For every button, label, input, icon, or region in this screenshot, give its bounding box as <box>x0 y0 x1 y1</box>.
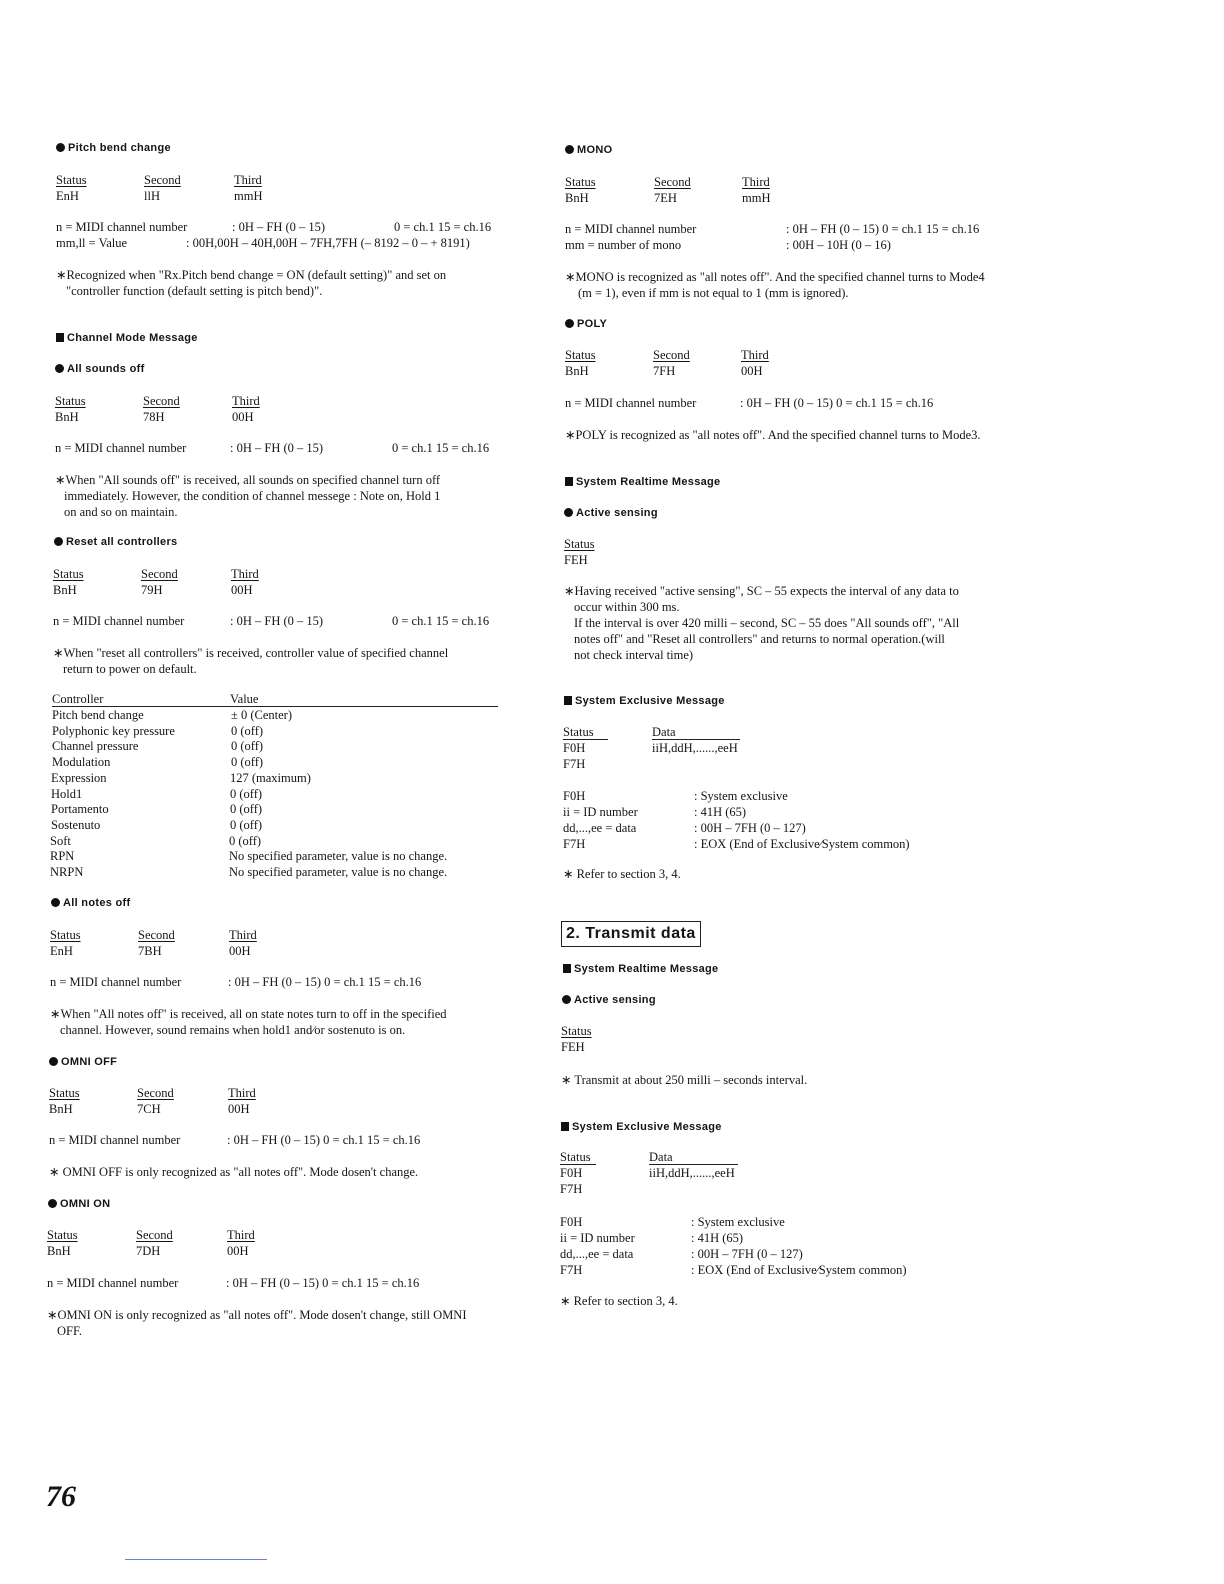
bullet-icon <box>562 995 571 1004</box>
col-status: Status <box>55 394 86 408</box>
col-third: Third <box>229 928 257 942</box>
col-third: Third <box>742 175 770 189</box>
bullet-icon <box>54 537 63 546</box>
square-bullet-icon <box>56 333 64 342</box>
omni-off-line-label: n = MIDI channel number <box>49 1133 181 1147</box>
bullet-icon <box>565 319 574 328</box>
mono-line2-range: : 00H – 10H (0 – 16) <box>786 238 891 252</box>
val-second: 7BH <box>138 944 162 958</box>
tx-status-value: FEH <box>561 1040 585 1054</box>
ano-note: ∗When "All notes off" is received, all on state notes turn to off in the specified <box>50 1007 447 1021</box>
all-sounds-off-heading: All sounds off <box>55 361 145 377</box>
val-status: EnH <box>56 189 79 203</box>
controller-value: 0 (off) <box>230 802 263 817</box>
controller-value: 0 (off) <box>230 817 263 832</box>
val-status: BnH <box>49 1102 73 1116</box>
col-status: Status <box>49 1086 80 1100</box>
col-third: Third <box>228 1086 256 1100</box>
omni-on-note: OFF. <box>57 1324 83 1338</box>
aso-note: immediately. However, the condition of channel messege : Note on, Hold 1 <box>64 489 441 503</box>
sysex-def-desc: : EOX (End of Exclusive∕System common) <box>694 837 910 851</box>
col-status: Status <box>565 348 596 362</box>
controller-name: Modulation <box>52 755 111 770</box>
tx-status-label: Status <box>561 1024 592 1038</box>
pb-note: ∗Recognized when "Rx.Pitch bend change = ON (default setting)" and set on <box>56 268 447 282</box>
controller-name: Sostenuto <box>51 817 101 832</box>
pb-line2-label: mm,ll = Value <box>56 236 128 250</box>
omni-off-line-range: : 0H – FH (0 – 15) 0 = ch.1 15 = ch.16 <box>227 1133 421 1147</box>
sysex-def-term: F7H <box>563 837 586 851</box>
tx-sysex-def-term: F0H <box>560 1215 583 1229</box>
aso-line-label: n = MIDI channel number <box>55 441 187 455</box>
transmit-data-title: 2. Transmit data <box>561 921 701 947</box>
omni-off-note: ∗ OMNI OFF is only recognized as "all notes off". Mode dosen't change. <box>49 1165 419 1179</box>
col-second: Second <box>137 1086 174 1100</box>
sys-ex-heading: System Exclusive Message <box>564 693 725 709</box>
tx-sysex-def-term: dd,...,ee = data <box>560 1247 634 1261</box>
tx-sysex-def-term: ii = ID number <box>560 1231 635 1245</box>
controller-value: No specified parameter, value is no change. <box>229 849 448 864</box>
tx-sysex-def-term: F7H <box>560 1263 583 1277</box>
sysex-row-status: F0H <box>563 741 586 755</box>
val-third: 00H <box>231 583 253 597</box>
pb-line2-range: : 00H,00H – 40H,00H – 7FH,7FH (– 8192 – 0 – + 8191) <box>186 236 470 250</box>
aso-line-ch: 0 = ch.1 15 = ch.16 <box>392 441 490 455</box>
sysex-row-status: F7H <box>563 757 586 771</box>
sysex-status-header: Status <box>563 725 594 739</box>
mono-line2-label: mm = number of mono <box>565 238 682 252</box>
rac-line-ch: 0 = ch.1 15 = ch.16 <box>392 614 490 628</box>
active-sensing-heading: Active sensing <box>564 505 658 521</box>
square-bullet-icon <box>563 964 571 973</box>
omni-off-heading: OMNI OFF <box>49 1054 117 1070</box>
mono-line1-range: : 0H – FH (0 – 15) 0 = ch.1 15 = ch.16 <box>786 222 980 236</box>
controller-value: 0 (off) <box>231 739 264 754</box>
aso-line-range: : 0H – FH (0 – 15) <box>230 441 324 455</box>
controller-name: NRPN <box>50 865 84 879</box>
val-third: mmH <box>234 189 263 203</box>
sysex-def-desc: : System exclusive <box>694 789 788 803</box>
controller-name: Expression <box>51 770 107 785</box>
col-status: Status <box>47 1228 78 1242</box>
sysex-def-term: ii = ID number <box>563 805 638 819</box>
as-note: ∗Having received "active sensing", SC – 55 expects the interval of any data to <box>564 584 959 598</box>
blue-divider <box>125 1559 267 1560</box>
omni-on-heading: OMNI ON <box>48 1196 110 1212</box>
tx-active-note: ∗ Transmit at about 250 milli – seconds interval. <box>561 1073 808 1087</box>
bullet-icon <box>51 898 60 907</box>
col-third: Third <box>741 348 769 362</box>
controller-value: 127 (maximum) <box>230 770 311 785</box>
tx-sysex-def-desc: : System exclusive <box>691 1215 785 1229</box>
rac-note: return to power on default. <box>63 662 197 676</box>
bullet-icon <box>565 145 574 154</box>
page-number: 76 <box>46 1480 76 1513</box>
ano-note: channel. However, sound remains when hold1 and∕or sostenuto is on. <box>60 1023 406 1037</box>
val-status: BnH <box>53 583 77 597</box>
tx-sysex-data-header: Data <box>649 1150 673 1164</box>
bullet-icon <box>564 508 573 517</box>
controller-name: RPN <box>50 849 75 864</box>
val-status: BnH <box>565 364 589 378</box>
val-second: 79H <box>141 583 163 597</box>
aso-note: ∗When "All sounds off" is received, all sounds on specified channel turn off <box>55 473 441 487</box>
pb-note: "controller function (default setting is pitch bend)". <box>66 284 323 298</box>
pitch-bend-heading: Pitch bend change <box>56 140 171 156</box>
tx-active-heading: Active sensing <box>562 992 656 1008</box>
as-note: occur within 300 ms. <box>574 600 680 614</box>
controller-name: Pitch bend change <box>52 708 144 722</box>
mono-note: ∗MONO is recognized as "all notes off". And the specified channel turns to Mode4 <box>565 270 985 284</box>
col-second: Second <box>136 1228 173 1242</box>
val-status: BnH <box>55 410 79 424</box>
bullet-icon <box>56 143 65 152</box>
rac-note: ∗When "reset all controllers" is received, controller value of specified channel <box>53 646 449 660</box>
square-bullet-icon <box>564 696 572 705</box>
mono-note: (m = 1), even if mm is not equal to 1 (mm is ignored). <box>578 286 849 300</box>
bullet-icon <box>49 1057 58 1066</box>
sysex-def-term: F0H <box>563 789 586 803</box>
val-second: 78H <box>143 410 165 424</box>
val-second: 7FH <box>653 364 676 378</box>
tx-sysex-note: ∗ Refer to section 3, 4. <box>560 1294 678 1308</box>
col-status: Status <box>53 567 84 581</box>
omni-on-line-label: n = MIDI channel number <box>47 1276 179 1290</box>
col-third: Third <box>231 567 259 581</box>
tx-sysex-def-desc: : EOX (End of Exclusive∕System common) <box>691 1263 907 1277</box>
all-notes-off-heading: All notes off <box>51 895 130 911</box>
pb-line1-label: n = MIDI channel number <box>56 220 188 234</box>
tx-rt-heading: System Realtime Message <box>563 961 718 977</box>
val-third: 00H <box>228 1102 250 1116</box>
controller-header: Controller <box>52 692 104 706</box>
ano-line-label: n = MIDI channel number <box>50 975 182 989</box>
bullet-icon <box>48 1199 57 1208</box>
val-third: 00H <box>229 944 251 958</box>
val-third: 00H <box>227 1244 249 1258</box>
poly-heading: POLY <box>565 316 607 332</box>
square-bullet-icon <box>561 1122 569 1131</box>
val-second: 7EH <box>654 191 677 205</box>
pb-line1-ch: 0 = ch.1 15 = ch.16 <box>394 220 492 234</box>
as-note: If the interval is over 420 milli – second, SC – 55 does "All sounds off", "All <box>574 616 960 630</box>
sys-rt-heading: System Realtime Message <box>565 474 720 490</box>
col-second: Second <box>143 394 180 408</box>
controller-name: Portamento <box>51 802 109 817</box>
rac-line-range: : 0H – FH (0 – 15) <box>230 614 324 628</box>
val-second: llH <box>144 189 160 203</box>
val-second: 7DH <box>136 1244 161 1258</box>
controller-value: 0 (off) <box>229 833 262 848</box>
col-second: Second <box>653 348 690 362</box>
sysex-def-desc: : 41H (65) <box>694 805 747 819</box>
omni-on-note: ∗OMNI ON is only recognized as "all notes off". Mode dosen't change, still OMNI <box>47 1308 467 1322</box>
poly-line-label: n = MIDI channel number <box>565 396 697 410</box>
sysex-row-data: iiH,ddH,......,eeH <box>652 741 738 755</box>
col-status: Status <box>565 175 596 189</box>
col-third: Third <box>227 1228 255 1242</box>
val-status: BnH <box>565 191 589 205</box>
controller-value: No specified parameter, value is no change. <box>229 865 448 879</box>
val-third: mmH <box>742 191 771 205</box>
col-third: Third <box>232 394 260 408</box>
omni-on-line-range: : 0H – FH (0 – 15) 0 = ch.1 15 = ch.16 <box>226 1276 420 1290</box>
tx-ex-heading: System Exclusive Message <box>561 1119 722 1135</box>
rac-line-label: n = MIDI channel number <box>53 614 185 628</box>
col-second: Second <box>654 175 691 189</box>
col-status: Status <box>50 928 81 942</box>
controller-name: Channel pressure <box>52 739 139 754</box>
poly-note: ∗POLY is recognized as "all notes off". And the specified channel turns to Mode3. <box>565 428 981 442</box>
tx-sysex-row-status: F7H <box>560 1182 583 1196</box>
as-note: notes off" and "Reset all controllers" and returns to normal operation.(will <box>574 632 945 646</box>
sysex-def-term: dd,...,ee = data <box>563 821 637 835</box>
sysex-note: ∗ Refer to section 3, 4. <box>563 867 681 881</box>
square-bullet-icon <box>565 477 573 486</box>
controller-name: Soft <box>50 833 71 848</box>
tx-sysex-def-desc: : 41H (65) <box>691 1231 744 1245</box>
col-third: Third <box>234 173 262 187</box>
mono-line1-label: n = MIDI channel number <box>565 222 697 236</box>
controller-name: Polyphonic key pressure <box>52 723 175 738</box>
bullet-icon <box>55 364 64 373</box>
tx-sysex-row-data: iiH,ddH,......,eeH <box>649 1166 735 1180</box>
as-note: not check interval time) <box>574 648 694 662</box>
col-status: Status <box>56 173 87 187</box>
poly-line-range: : 0H – FH (0 – 15) 0 = ch.1 15 = ch.16 <box>740 396 934 410</box>
controller-value: 0 (off) <box>231 755 264 770</box>
controller-value: ± 0 (Center) <box>231 708 293 722</box>
val-third: 00H <box>232 410 254 424</box>
val-status: EnH <box>50 944 73 958</box>
controller-value: 0 (off) <box>231 723 264 738</box>
as-status-label: Status <box>564 537 595 551</box>
tx-sysex-def-desc: : 00H – 7FH (0 – 127) <box>691 1247 803 1261</box>
col-second: Second <box>141 567 178 581</box>
val-second: 7CH <box>137 1102 161 1116</box>
channel-mode-heading: Channel Mode Message <box>56 330 198 346</box>
val-third: 00H <box>741 364 763 378</box>
aso-note: on and so on maintain. <box>64 505 178 519</box>
value-header: Value <box>230 692 259 706</box>
controller-value: 0 (off) <box>230 786 263 801</box>
controller-name: Hold1 <box>51 786 83 801</box>
sysex-data-header: Data <box>652 725 676 739</box>
val-status: BnH <box>47 1244 71 1258</box>
col-second: Second <box>144 173 181 187</box>
pb-line1-range: : 0H – FH (0 – 15) <box>232 220 326 234</box>
reset-all-heading: Reset all controllers <box>54 534 177 550</box>
sysex-def-desc: : 00H – 7FH (0 – 127) <box>694 821 806 835</box>
tx-sysex-status-header: Status <box>560 1150 591 1164</box>
ano-line-range: : 0H – FH (0 – 15) 0 = ch.1 15 = ch.16 <box>228 975 422 989</box>
mono-heading: MONO <box>565 142 612 158</box>
tx-sysex-row-status: F0H <box>560 1166 583 1180</box>
col-second: Second <box>138 928 175 942</box>
as-status-value: FEH <box>564 553 588 567</box>
